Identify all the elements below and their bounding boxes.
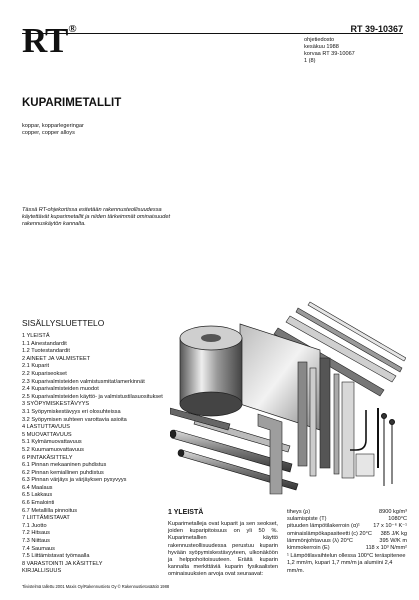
footer-copyright: Tiivistelmä tallettu 2001 Maxis Oy/Rakennustieto Oy © Rakennustietosäätiö 1988	[22, 584, 170, 589]
angle-profile	[258, 414, 282, 494]
property-label: sulamispiste (T)	[287, 516, 327, 523]
property-value: 385 J/K kg	[380, 530, 407, 537]
toc-item: 8 VARASTOINTI JA KÄSITTELY	[22, 560, 103, 567]
meta-pages: 1 (8)	[304, 58, 316, 64]
property-label: pituuden lämpötilakerroin (α)¹	[287, 523, 360, 530]
document-title: KUPARIMETALLIT	[22, 97, 122, 109]
header-rule	[22, 33, 403, 34]
screws	[382, 414, 395, 487]
document-subtitles	[22, 123, 84, 138]
property-label: ominaislämpökapasiteetti (c) 20°C	[287, 530, 372, 537]
intro-text: Tässä RT-ohjekortissa esitetään rakennusteollisuudessa käytettävät kuparimetallit ja niiden tärkeimmät ominaisuudet rakennuskäytön kannalta.	[22, 207, 170, 228]
toc-item: 7 LIITTÄMISTAVAT	[22, 515, 70, 522]
property-value: 17 x 10⁻⁶ K⁻¹	[373, 523, 407, 530]
property-value: 395 W/K m	[379, 537, 407, 544]
small-plate	[356, 454, 374, 476]
toc-item: 6.1 Pinnan mekaaninen puhdistus	[22, 462, 107, 469]
toc-item: 2.2 Kupariseokset	[22, 370, 67, 377]
toc-item: KIRJALLISUUS	[22, 568, 62, 575]
property-label: kimmokerroin (E)	[287, 545, 330, 552]
toc-item: 7.3 Niittaus	[22, 538, 50, 545]
toc-item: 6.4 Maalaus	[22, 484, 53, 491]
toc-item: 2.5 Kuparivalmisteiden käyttö- ja valmistustilasuositukset	[22, 393, 163, 400]
meta-date: kesäkuu 1988	[304, 44, 339, 50]
card-meta	[304, 37, 355, 65]
property-row	[287, 545, 407, 552]
copper-coil	[180, 326, 242, 416]
toc-item: 6.6 Emalointi	[22, 500, 55, 507]
toc-item: 1 YLEISTÄ	[22, 333, 50, 339]
toc-item: 2.3 Kuparivalmisteiden valmistusmitat/amerkinnät	[22, 378, 145, 385]
subtitle-swedish: koppar, kopparlegeringar	[22, 123, 84, 129]
property-row	[287, 509, 407, 516]
property-footnote: ¹ Lämpötilavaihtelun ollessa 100°C teräspitenee 1,2 mm/m, kupari 1,7 mm/m ja alumiini 2,4 mm/m.	[287, 553, 406, 574]
copper-products-illustration	[170, 298, 406, 498]
section-1-heading: 1 YLEISTÄ	[168, 509, 204, 516]
subtitle-english: copper, copper alloys	[22, 130, 75, 137]
property-label: lämmönjohtavuus (λ) 20°C	[287, 537, 353, 544]
toc-item: 2.4 Kuparivalmisteiden muodot	[22, 386, 99, 393]
card-number: RT 39-10367	[350, 24, 403, 34]
toc-item: 5 MUOVATTAVUUS	[22, 431, 72, 438]
toc-item: 1.1 Ainestandardit	[22, 340, 67, 347]
toc-item: 7.5 Liittämistavat työmaalla	[22, 553, 90, 560]
toc-item: 4 LASTUTTAVUUS	[22, 424, 70, 431]
toc-item: 6 PINTAKÄSITTELY	[22, 454, 73, 461]
toc-item: 6.3 Pinnan värjäys ja värjäyksen pysyvyys	[22, 477, 127, 484]
toc-item: 5.1 Kylmämuovattavuus	[22, 439, 82, 446]
toc-item: 6.5 Lakkaus	[22, 492, 53, 499]
toc-item: 7.4 Saumaus	[22, 545, 55, 552]
meta-replaces: korvaa RT 39-10067	[304, 51, 355, 57]
toc-item: 5.2 Kuumamuovattavuus	[22, 446, 84, 453]
property-value: 118 x 10³ N/mm²	[365, 545, 407, 552]
toc-heading: SISÄLLYSLUETTELO	[22, 318, 105, 328]
registered-mark: ®	[68, 23, 76, 35]
copper-sheet	[240, 324, 320, 430]
toc-item: 7.2 Hitsaus	[22, 530, 50, 537]
table-of-contents	[22, 333, 188, 576]
rt-logo	[22, 23, 75, 58]
meta-type: ohjetiedosto	[304, 37, 335, 43]
property-value: 8900 kg/m³	[379, 509, 407, 515]
physical-properties	[287, 509, 407, 575]
property-value: 1080°C	[388, 516, 407, 523]
toc-item: 2 AINEET JA VALMISTEET	[22, 355, 91, 362]
toc-item: 1.2 Tuotestandardit	[22, 348, 70, 355]
section-1-body: Kuparimetalleja ovat kuparit ja sen seokset, joiden kuparipitoisuus on yli 50 %. Kuparimetallien käyttö rakennusteollisuudessa perustuu kuparin hyvään syöpymiskestävyyteen, ulkonäköön ja helppohoitoisuuteen. Eräitä kuparin kannalta merkittäviä kuparin fysikaalisten ominaisuuksien arvoja ovat seuraavat:	[168, 521, 278, 578]
toc-item: 3.1 Syöpymiskestävyys eri olosuhteissa	[22, 408, 121, 415]
toc-item: 2.1 Kuparit	[22, 363, 50, 370]
toc-item: 3 SYÖPYMISKESTÄVYYS	[22, 401, 90, 408]
toc-item: 6.7 Metallilla pinnoitus	[22, 507, 78, 514]
property-label: tiheys (ρ)	[287, 509, 311, 515]
toc-item: 7.1 Juotto	[22, 522, 47, 529]
toc-item: 6.2 Pinnan kemiallinen puhdistus	[22, 469, 104, 476]
logo-text: RT	[22, 21, 68, 60]
property-row	[287, 523, 407, 530]
toc-item: 3.2 Syöpymisen suhteen varottavia asioita	[22, 416, 127, 423]
property-row	[287, 531, 407, 538]
property-row	[287, 538, 407, 545]
